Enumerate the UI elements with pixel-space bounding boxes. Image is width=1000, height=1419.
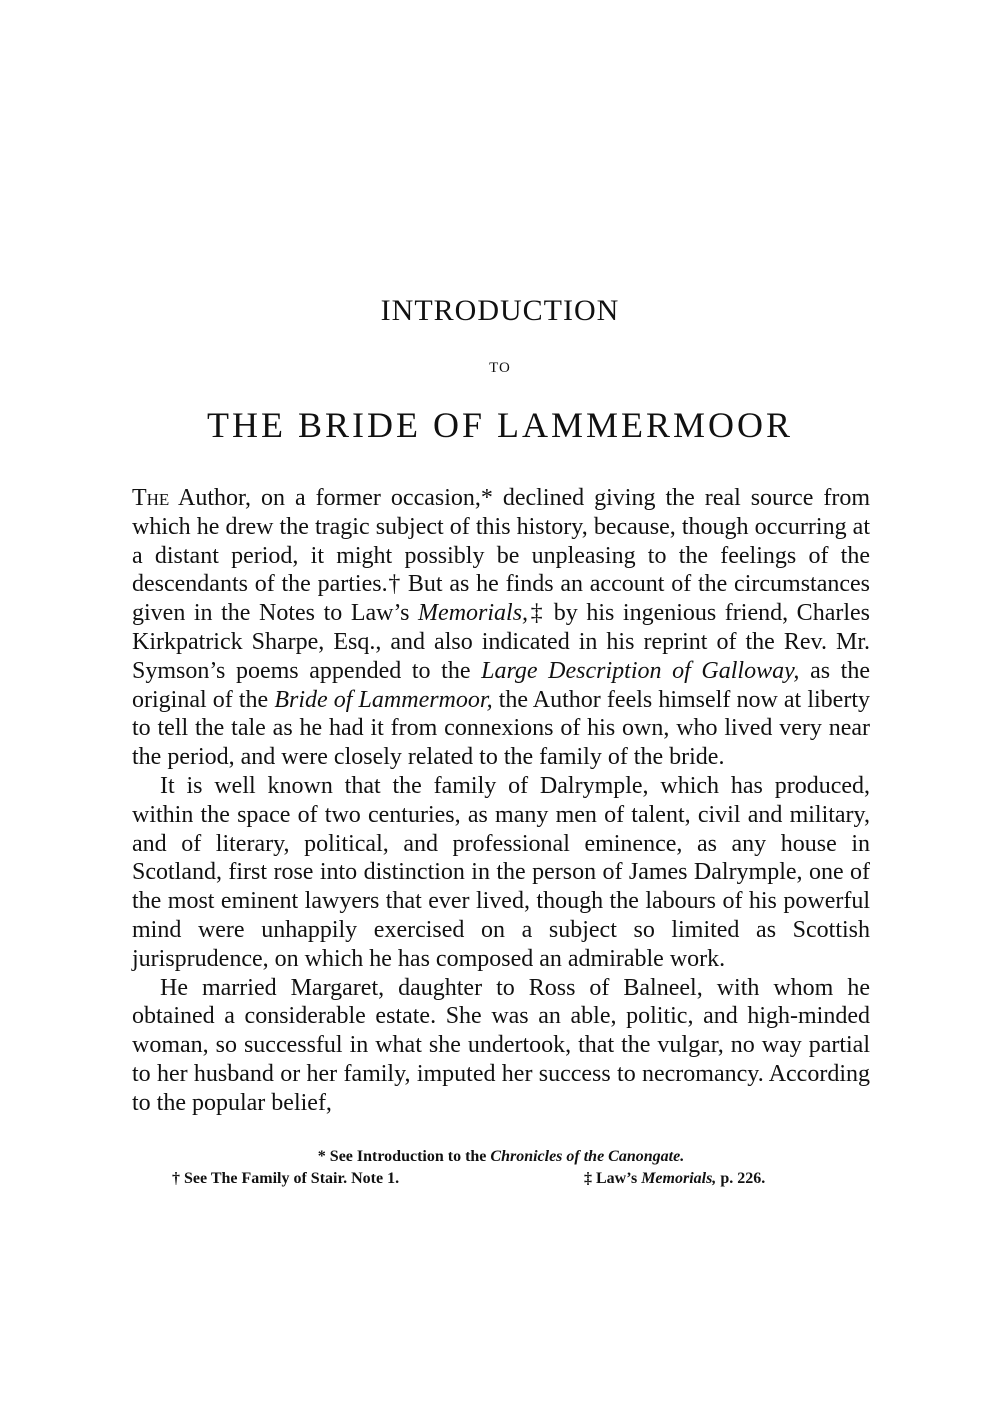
- footnote-row-2: [132, 1168, 870, 1190]
- paragraph-1-text-b: ‡ by his ingenious friend, Charles Kirkpatrick Sharpe, Esq., and also indicated in his reprint of the Rev. Mr. Symson’s poems appended to the: [132, 600, 870, 684]
- heading-book-title: THE BRIDE OF LAMMERMOOR: [206, 405, 794, 445]
- footnote-3-text-a: ‡ Law’s: [584, 1170, 642, 1187]
- paragraph-2: It is well known that the family of Dalrymple, which has produced, within the space of two centuries, as many men of talent, civil and military, and of literary, political, and professional eminence, as any house in Scotland, first rose into distinction in the person of James Dalrymple, one of the most eminent lawyers that ever lived, though the labours of his powerful mind were unhappily exercised on a subject so limited as Scottish jurisprudence, on which he has composed an admirable work.: [132, 772, 870, 972]
- footnote-1-italic: Chronicles of the Canongate.: [490, 1148, 685, 1165]
- footnote-3-text-b: p. 226.: [716, 1170, 766, 1187]
- footnote-3: [584, 1168, 765, 1190]
- paragraph-1-text-a: Author, on a former occasion,* declined giving the real source from which he drew the tragic subject of this history, because, though occurring at a distant period, it might possibly be unpleasing to the feelings of the descendants of the parties.† But as he finds an account of the circumstances given in the Notes to Law’s: [132, 485, 870, 627]
- footnotes: [132, 1146, 870, 1190]
- footnote-3-italic: Memorials,: [641, 1170, 717, 1187]
- paragraph-1-text-c: as the original of the: [132, 657, 871, 713]
- body-text: [132, 484, 870, 1118]
- heading-to: TO: [489, 360, 511, 376]
- paragraph-1-italic-memorials: Memorials,: [418, 600, 529, 627]
- paragraph-1-lead: The: [132, 485, 170, 511]
- footnote-1: [132, 1146, 870, 1168]
- paragraph-1-text-d: the Author feels himself now at liberty to tell the tale as he had it from connexions of his own, who lived very near the period, and were closely related to the family of the bride.: [132, 686, 870, 771]
- paragraph-1: [132, 484, 870, 772]
- paragraph-1-italic-bride: Bride of Lammermoor,: [274, 686, 493, 713]
- footnote-1-text: * See Introduction to the: [317, 1148, 491, 1165]
- footnote-2: † See The Family of Stair. Note 1.: [172, 1170, 400, 1187]
- paragraph-3: He married Margaret, daughter to Ross of Balneel, with whom he obtained a considerable estate. She was an able, politic, and high-minded woman, so successful in what she undertook, that the vulgar, no way partial to her husband or her family, imputed her success to necromancy. According to the popular belief,: [132, 974, 870, 1116]
- paragraph-1-italic-galloway: Large Description of Galloway,: [481, 657, 800, 684]
- heading-introduction: INTRODUCTION: [380, 294, 620, 327]
